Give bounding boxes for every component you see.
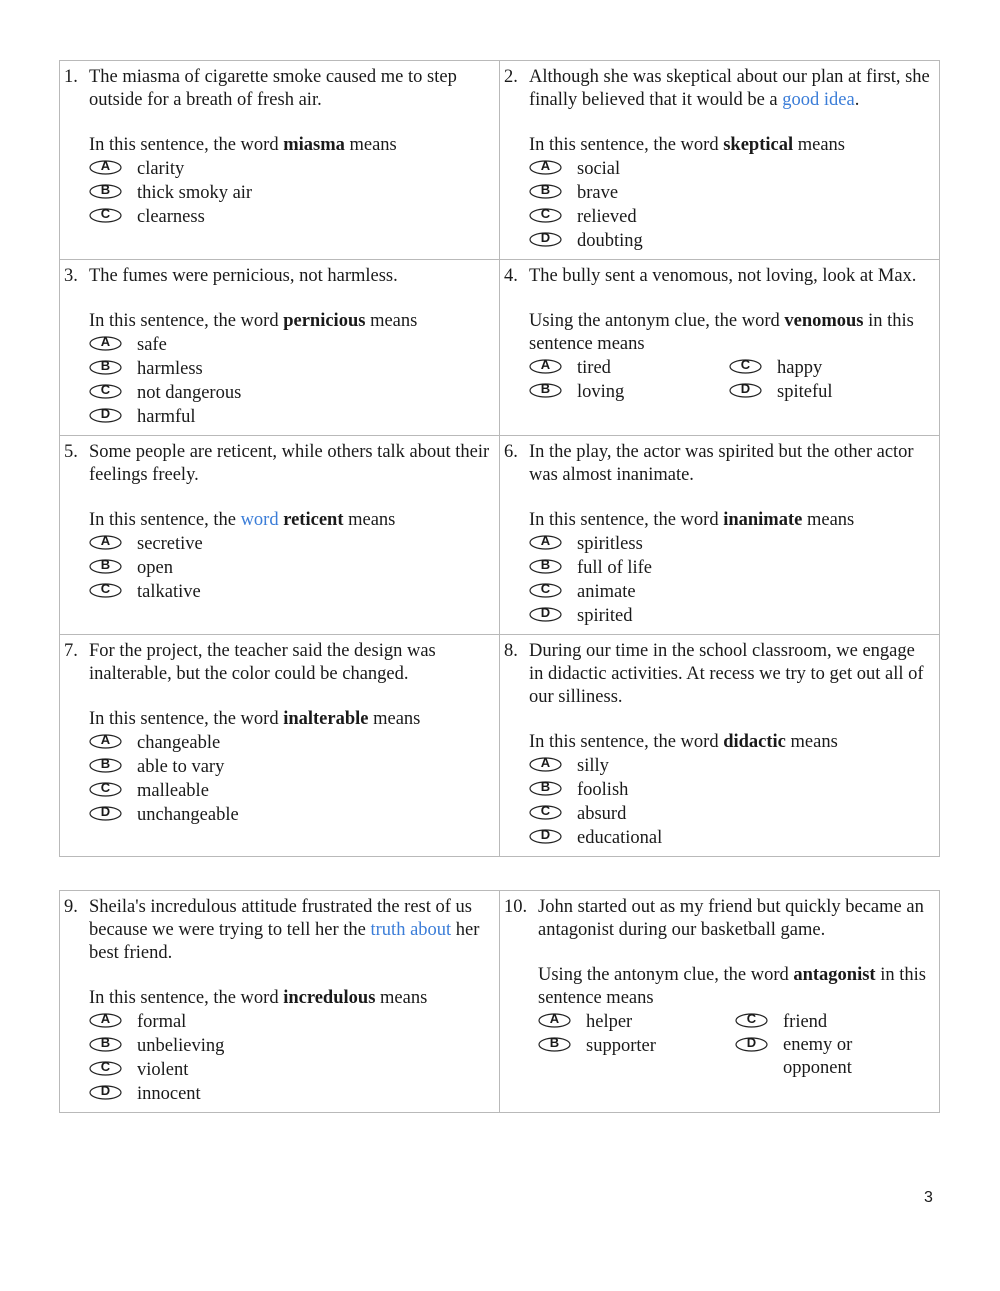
question-sentence: The fumes were pernicious, not harmless. [89, 266, 398, 286]
answer-text: tired [577, 357, 611, 378]
answer-text: safe [137, 334, 167, 355]
answer-option-c[interactable] [735, 1010, 933, 1034]
answer-text: talkative [137, 581, 201, 602]
question-number: 1. [64, 67, 78, 87]
vocab-term: antagonist [793, 965, 876, 985]
answer-bubble-icon[interactable]: B [89, 1037, 122, 1052]
answer-option-b[interactable] [89, 1034, 493, 1058]
answer-text: loving [577, 381, 625, 402]
answer-option-c[interactable] [89, 205, 493, 229]
answer-bubble-icon[interactable]: D [529, 232, 562, 247]
answer-text: not dangerous [137, 382, 242, 403]
question-sentence: In the play, the actor was spirited but the other actor was almost inanimate. [529, 442, 914, 485]
vocab-term: pernicious [283, 311, 366, 331]
question-table-2 [59, 890, 940, 1113]
question-prompt: In this sentence, the word inalterable means [89, 709, 421, 729]
answer-bubble-icon[interactable]: D [89, 806, 122, 821]
question-number: 10. [504, 897, 528, 917]
answer-bubble-icon[interactable]: C [89, 384, 122, 399]
answer-option-b[interactable] [89, 357, 493, 381]
answer-option-d[interactable] [529, 604, 933, 628]
answer-bubble-icon[interactable]: A [538, 1013, 571, 1028]
highlighted-word: word [240, 510, 279, 530]
answer-option-b[interactable] [529, 181, 933, 205]
answer-bubble-icon[interactable]: A [529, 160, 562, 175]
question-prompt: In this sentence, the word reticent means [89, 510, 396, 530]
answer-option-d[interactable] [729, 380, 933, 404]
question-sentence: John started out as my friend but quickly became an antagonist during our basketball game. [538, 897, 924, 940]
question-cell-1 [60, 61, 500, 260]
table-row [60, 891, 940, 1113]
answer-text: brave [577, 182, 619, 203]
answer-bubble-icon[interactable]: B [89, 360, 122, 375]
answer-bubble-icon[interactable]: A [89, 734, 122, 749]
answer-option-b[interactable] [529, 380, 729, 404]
question-sentence: Sheila's incredulous attitude frustrated the rest of us because we were trying to tell her the truth about her best friend. [89, 897, 480, 963]
question-prompt: In this sentence, the word miasma means [89, 135, 397, 155]
question-sentence: The bully sent a venomous, not loving, look at Max. [529, 266, 917, 286]
question-number: 3. [64, 266, 78, 286]
answer-text: secretive [137, 533, 203, 554]
answer-option-b[interactable] [89, 181, 493, 205]
answer-bubble-icon[interactable]: A [529, 535, 562, 550]
answer-bubble-icon[interactable]: B [89, 184, 122, 199]
answer-bubble-icon[interactable]: C [729, 359, 762, 374]
answer-bubble-icon[interactable]: D [89, 1085, 122, 1100]
answer-bubble-icon[interactable]: B [529, 383, 562, 398]
answer-bubble-icon[interactable]: B [529, 184, 562, 199]
answer-text: social [577, 158, 621, 179]
answer-bubble-icon[interactable]: C [529, 583, 562, 598]
table-row [60, 61, 940, 260]
answer-option-c[interactable] [529, 580, 933, 604]
highlighted-phrase: truth about [370, 920, 452, 940]
answer-option-c[interactable] [89, 1058, 493, 1082]
answer-text: spiritless [577, 533, 643, 554]
answer-text: animate [577, 581, 636, 602]
answer-option-b[interactable] [89, 556, 493, 580]
answer-bubble-icon[interactable]: C [735, 1013, 768, 1028]
answer-text: silly [577, 755, 609, 776]
answer-option-a[interactable] [529, 157, 933, 181]
answer-text: clearness [137, 206, 205, 227]
answer-text: full of life [577, 557, 653, 578]
answer-bubble-icon[interactable]: C [89, 1061, 122, 1076]
answer-text: doubting [577, 230, 643, 251]
question-cell-7 [60, 635, 500, 857]
vocab-term: didactic [723, 732, 786, 752]
question-prompt: In this sentence, the word pernicious means [89, 311, 418, 331]
answer-bubble-icon[interactable]: D [735, 1037, 768, 1052]
question-prompt: In this sentence, the word inanimate means [529, 510, 855, 530]
answer-bubble-icon[interactable]: B [89, 758, 122, 773]
answer-bubble-icon[interactable]: D [89, 408, 122, 423]
question-sentence: Although she was skeptical about our plan at first, she finally believed that it would be a good idea. [529, 67, 930, 110]
table-row [60, 635, 940, 857]
table-row [60, 260, 940, 436]
answer-text: spirited [577, 605, 633, 626]
question-cell-5 [60, 436, 500, 635]
question-number: 4. [504, 266, 518, 286]
answer-text: malleable [137, 780, 209, 801]
question-cell-10 [500, 891, 940, 1113]
answer-text: unbelieving [137, 1035, 225, 1056]
answer-text: educational [577, 827, 663, 848]
question-number: 6. [504, 442, 518, 462]
question-prompt: Using the antonym clue, the word antagonist in this sentence means [538, 965, 926, 1008]
question-number: 2. [504, 67, 518, 87]
answer-option-a[interactable] [89, 333, 493, 357]
answer-text: able to vary [137, 756, 225, 777]
vocab-term: miasma [283, 135, 345, 155]
answer-option-a[interactable] [529, 754, 933, 778]
answer-bubble-icon[interactable]: C [529, 208, 562, 223]
question-sentence: The miasma of cigarette smoke caused me to step outside for a breath of fresh air. [89, 67, 457, 110]
answer-option-c[interactable] [89, 779, 493, 803]
answer-bubble-icon[interactable]: B [89, 559, 122, 574]
question-number: 9. [64, 897, 78, 917]
answer-option-d[interactable] [89, 405, 493, 429]
answer-bubble-icon[interactable]: A [89, 1013, 122, 1028]
answer-text: thick smoky air [137, 182, 253, 203]
answer-option-b[interactable] [538, 1034, 735, 1058]
answer-text: relieved [577, 206, 637, 227]
question-cell-9 [60, 891, 500, 1113]
answer-option-a[interactable] [538, 1010, 735, 1034]
answer-bubble-icon[interactable]: A [89, 535, 122, 550]
answer-bubble-icon[interactable]: D [529, 829, 562, 844]
vocab-term: venomous [784, 311, 864, 331]
answer-text: spiteful [777, 381, 833, 402]
answer-bubble-icon[interactable]: C [89, 208, 122, 223]
answer-option-b[interactable] [529, 778, 933, 802]
answer-option-c[interactable] [89, 381, 493, 405]
answer-option-b[interactable] [89, 755, 493, 779]
answer-bubble-icon[interactable]: B [529, 559, 562, 574]
answer-text: changeable [137, 732, 221, 753]
table-row [60, 436, 940, 635]
question-sentence: Some people are reticent, while others talk about their feelings freely. [89, 442, 490, 485]
answer-bubble-icon[interactable]: C [89, 782, 122, 797]
question-cell-3 [60, 260, 500, 436]
answer-option-d[interactable] [89, 803, 493, 827]
answer-text: enemy or opponent [783, 1035, 853, 1078]
answer-text: harmful [137, 406, 196, 427]
highlighted-phrase: good idea [782, 90, 855, 110]
question-table-1 [59, 60, 940, 857]
answer-text: unchangeable [137, 804, 239, 825]
answer-options-grid [529, 356, 933, 404]
answer-options-grid [538, 1010, 933, 1080]
answer-bubble-icon[interactable]: A [529, 757, 562, 772]
answer-option-a[interactable] [89, 1010, 493, 1034]
answer-option-d[interactable] [89, 1082, 493, 1106]
question-sentence: During our time in the school classroom, we engage in didactic activities. At recess we try to get out all of our silliness. [529, 641, 924, 707]
answer-option-c[interactable] [529, 802, 933, 826]
answer-option-a[interactable] [529, 532, 933, 556]
question-prompt: In this sentence, the word didactic means [529, 732, 838, 752]
answer-option-a[interactable] [89, 731, 493, 755]
question-cell-6 [500, 436, 940, 635]
vocab-term: skeptical [723, 135, 794, 155]
question-prompt: Using the antonym clue, the word venomous in this sentence means [529, 311, 914, 354]
answer-option-a[interactable] [89, 157, 493, 181]
answer-text: violent [137, 1059, 189, 1080]
question-cell-8 [500, 635, 940, 857]
vocab-term: reticent [283, 510, 344, 530]
answer-bubble-icon[interactable]: C [529, 805, 562, 820]
answer-bubble-icon[interactable]: C [89, 583, 122, 598]
answer-text: open [137, 557, 173, 578]
question-prompt: In this sentence, the word incredulous means [89, 988, 428, 1008]
answer-option-a[interactable] [89, 532, 493, 556]
question-cell-4 [500, 260, 940, 436]
question-number: 8. [504, 641, 518, 661]
answer-option-d[interactable] [529, 229, 933, 253]
answer-text: absurd [577, 803, 627, 824]
answer-text: harmless [137, 358, 203, 379]
answer-text: foolish [577, 779, 629, 800]
page-number: 3 [924, 1189, 933, 1206]
answer-bubble-icon[interactable]: B [538, 1037, 571, 1052]
answer-option-d[interactable] [529, 826, 933, 850]
answer-text: helper [586, 1011, 633, 1032]
question-sentence: For the project, the teacher said the design was inalterable, but the color could be changed. [89, 641, 436, 684]
answer-option-c[interactable] [529, 205, 933, 229]
vocab-term: incredulous [283, 988, 376, 1008]
answer-text: innocent [137, 1083, 201, 1104]
answer-bubble-icon[interactable]: A [89, 160, 122, 175]
answer-bubble-icon[interactable]: D [529, 607, 562, 622]
answer-bubble-icon[interactable]: D [729, 383, 762, 398]
vocab-term: inalterable [283, 709, 369, 729]
answer-bubble-icon[interactable]: B [529, 781, 562, 796]
question-prompt: In this sentence, the word skeptical means [529, 135, 845, 155]
question-cell-2 [500, 61, 940, 260]
vocab-term: inanimate [723, 510, 803, 530]
answer-option-c[interactable] [89, 580, 493, 604]
answer-bubble-icon[interactable]: A [529, 359, 562, 374]
answer-option-b[interactable] [529, 556, 933, 580]
answer-bubble-icon[interactable]: A [89, 336, 122, 351]
answer-option-c[interactable] [729, 356, 933, 380]
answer-text: clarity [137, 158, 185, 179]
answer-text: supporter [586, 1035, 656, 1056]
question-number: 7. [64, 641, 78, 661]
answer-option-d[interactable] [735, 1034, 933, 1080]
answer-option-a[interactable] [529, 356, 729, 380]
question-number: 5. [64, 442, 78, 462]
answer-text: formal [137, 1011, 187, 1032]
answer-text: friend [783, 1011, 828, 1032]
answer-text: happy [777, 357, 823, 378]
